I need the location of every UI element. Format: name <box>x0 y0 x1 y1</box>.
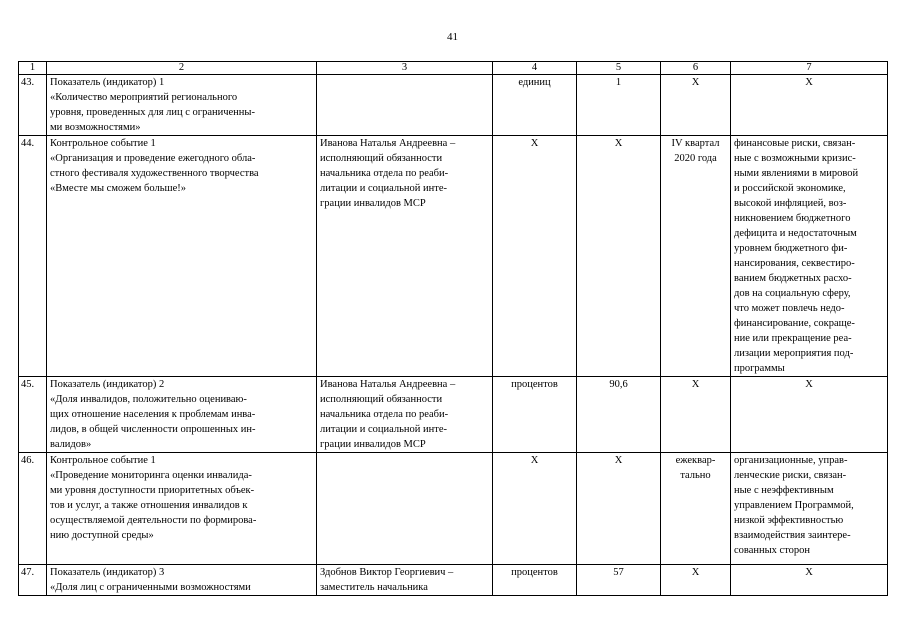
deadline-cell <box>661 565 731 596</box>
responsible-cell <box>317 136 493 377</box>
cell-line: «Вместе мы сможем больше!» <box>50 183 186 194</box>
cell-line: литации и социальной инте- <box>320 183 447 194</box>
cell-line: нансирования, секвестиро- <box>734 258 855 269</box>
cell-line: взаимодействия заинтере- <box>734 530 851 541</box>
cell-line: Показатель (индикатор) 1 <box>50 77 165 88</box>
cell-line: ванием бюджетных расхо- <box>734 273 852 284</box>
cell-line: организационные, управ- <box>734 455 848 466</box>
responsible-cell <box>317 565 493 596</box>
cell-line: дефицита и недостаточным <box>734 228 857 239</box>
table-row <box>19 377 888 453</box>
row-number: 44. <box>19 136 47 377</box>
cell-line: низкой эффективностью <box>734 515 844 526</box>
header-cell: 6 <box>661 62 731 75</box>
deadline-cell <box>661 377 731 453</box>
row-number: 45. <box>19 377 47 453</box>
value-cell: X <box>577 453 661 565</box>
header-cell: 4 <box>493 62 577 75</box>
cell-line: ные с возможными кризис- <box>734 153 856 164</box>
risks-cell <box>731 565 888 596</box>
cell-line: ние или прекращение реа- <box>734 333 852 344</box>
risks-cell <box>731 75 888 136</box>
unit-cell: X <box>493 136 577 377</box>
indicator-name-cell <box>47 75 317 136</box>
deadline-cell <box>661 453 731 565</box>
cell-line: ными явлениями в мировой <box>734 168 859 179</box>
cell-line: осуществляемой деятельности по формирова- <box>50 515 257 526</box>
cell-line: «Доля инвалидов, положительно оцениваю- <box>50 394 247 405</box>
page-number: 41 <box>447 31 458 43</box>
cell-line: «Проведение мониторинга оценки инвалида- <box>50 470 252 481</box>
deadline-cell <box>661 136 731 377</box>
cell-line: X <box>691 77 700 88</box>
cell-line: щих отношение населения к проблемам инва- <box>50 409 256 420</box>
row-number: 46. <box>19 453 47 565</box>
cell-line: нию доступной среды» <box>50 530 154 541</box>
cell-line: IV квартал <box>671 138 720 149</box>
cell-line: валидов» <box>50 439 92 450</box>
row-number: 47. <box>19 565 47 596</box>
risks-cell <box>731 136 888 377</box>
cell-line: X <box>691 379 700 390</box>
table-row <box>19 565 888 596</box>
cell-line: Здобнов Виктор Георгиевич – <box>320 567 454 578</box>
cell-line: заместитель начальника <box>320 582 428 593</box>
responsible-cell <box>317 453 493 565</box>
indicator-name-cell <box>47 453 317 565</box>
cell-line: ные с неэффективным <box>734 485 834 496</box>
cell-line: Иванова Наталья Андреевна – <box>320 379 456 390</box>
cell-line: грации инвалидов МСР <box>320 439 426 450</box>
table-row <box>19 453 888 565</box>
header-cell: 7 <box>731 62 888 75</box>
cell-line: грации инвалидов МСР <box>320 198 426 209</box>
cell-line: X <box>805 567 813 578</box>
header-cell: 1 <box>19 62 47 75</box>
indicators-table <box>18 61 888 596</box>
cell-line: Иванова Наталья Андреевна – <box>320 138 456 149</box>
cell-line: 2020 года <box>674 153 717 164</box>
unit-cell: процентов <box>493 565 577 596</box>
indicator-name-cell <box>47 136 317 377</box>
responsible-cell <box>317 377 493 453</box>
cell-line: сованных сторон <box>734 545 811 556</box>
cell-line: начальника отдела по реаби- <box>320 168 449 179</box>
cell-line: финансирование, сокраще- <box>734 318 855 329</box>
responsible-cell <box>317 75 493 136</box>
cell-line: начальника отдела по реаби- <box>320 409 449 420</box>
header-cell: 3 <box>317 62 493 75</box>
cell-line: «Доля лиц с ограниченными возможностями <box>50 582 251 593</box>
cell-line: ми возможностями» <box>50 122 141 133</box>
header-row <box>19 62 888 75</box>
cell-line: дов на социальную сферу, <box>734 288 851 299</box>
cell-line: высокой инфляцией, воз- <box>734 198 847 209</box>
cell-line: Контрольное событие 1 <box>50 455 156 466</box>
cell-line: уровнем бюджетного фи- <box>734 243 848 254</box>
cell-line: программы <box>734 363 785 374</box>
unit-cell: процентов <box>493 377 577 453</box>
header-cell: 2 <box>47 62 317 75</box>
risks-cell <box>731 453 888 565</box>
cell-line: исполняющий обязанности <box>320 153 443 164</box>
cell-line: Показатель (индикатор) 3 <box>50 567 165 578</box>
cell-line: лизации мероприятия под- <box>734 348 854 359</box>
table-row <box>19 75 888 136</box>
table-row <box>19 136 888 377</box>
cell-line: «Организация и проведение ежегодного обла- <box>50 153 256 164</box>
cell-line: ленческие риски, связан- <box>734 470 847 481</box>
cell-line: ми уровня доступности приоритетных объек- <box>50 485 255 496</box>
cell-line: X <box>691 567 700 578</box>
risks-cell <box>731 377 888 453</box>
indicator-name-cell <box>47 377 317 453</box>
cell-line: тально <box>680 470 711 481</box>
cell-line: уровня, проведенных для лиц с ограниченны- <box>50 107 255 118</box>
value-cell: X <box>577 136 661 377</box>
unit-cell: X <box>493 453 577 565</box>
cell-line: Контрольное событие 1 <box>50 138 156 149</box>
value-cell: 90,6 <box>577 377 661 453</box>
indicator-name-cell <box>47 565 317 596</box>
unit-cell: единиц <box>493 75 577 136</box>
value-cell: 57 <box>577 565 661 596</box>
cell-line: ежеквар- <box>675 455 716 466</box>
cell-line: «Количество мероприятий регионального <box>50 92 238 103</box>
cell-line: и российской экономике, <box>734 183 846 194</box>
cell-line: стного фестиваля художественного творчества <box>50 168 259 179</box>
cell-line: исполняющий обязанности <box>320 394 443 405</box>
row-number: 43. <box>19 75 47 136</box>
cell-line: что может повлечь недо- <box>734 303 845 314</box>
cell-line: финансовые риски, связан- <box>734 138 856 149</box>
cell-line: тов и услуг, а также отношения инвалидов к <box>50 500 248 511</box>
header-cell: 5 <box>577 62 661 75</box>
value-cell: 1 <box>577 75 661 136</box>
deadline-cell <box>661 75 731 136</box>
cell-line: X <box>805 379 813 390</box>
cell-line: никновением бюджетного <box>734 213 851 224</box>
cell-line: лидов, в общей численности опрошенных ин- <box>50 424 256 435</box>
cell-line: управлением Программой, <box>734 500 854 511</box>
cell-line: X <box>805 77 813 88</box>
cell-line: литации и социальной инте- <box>320 424 447 435</box>
cell-line: Показатель (индикатор) 2 <box>50 379 165 390</box>
